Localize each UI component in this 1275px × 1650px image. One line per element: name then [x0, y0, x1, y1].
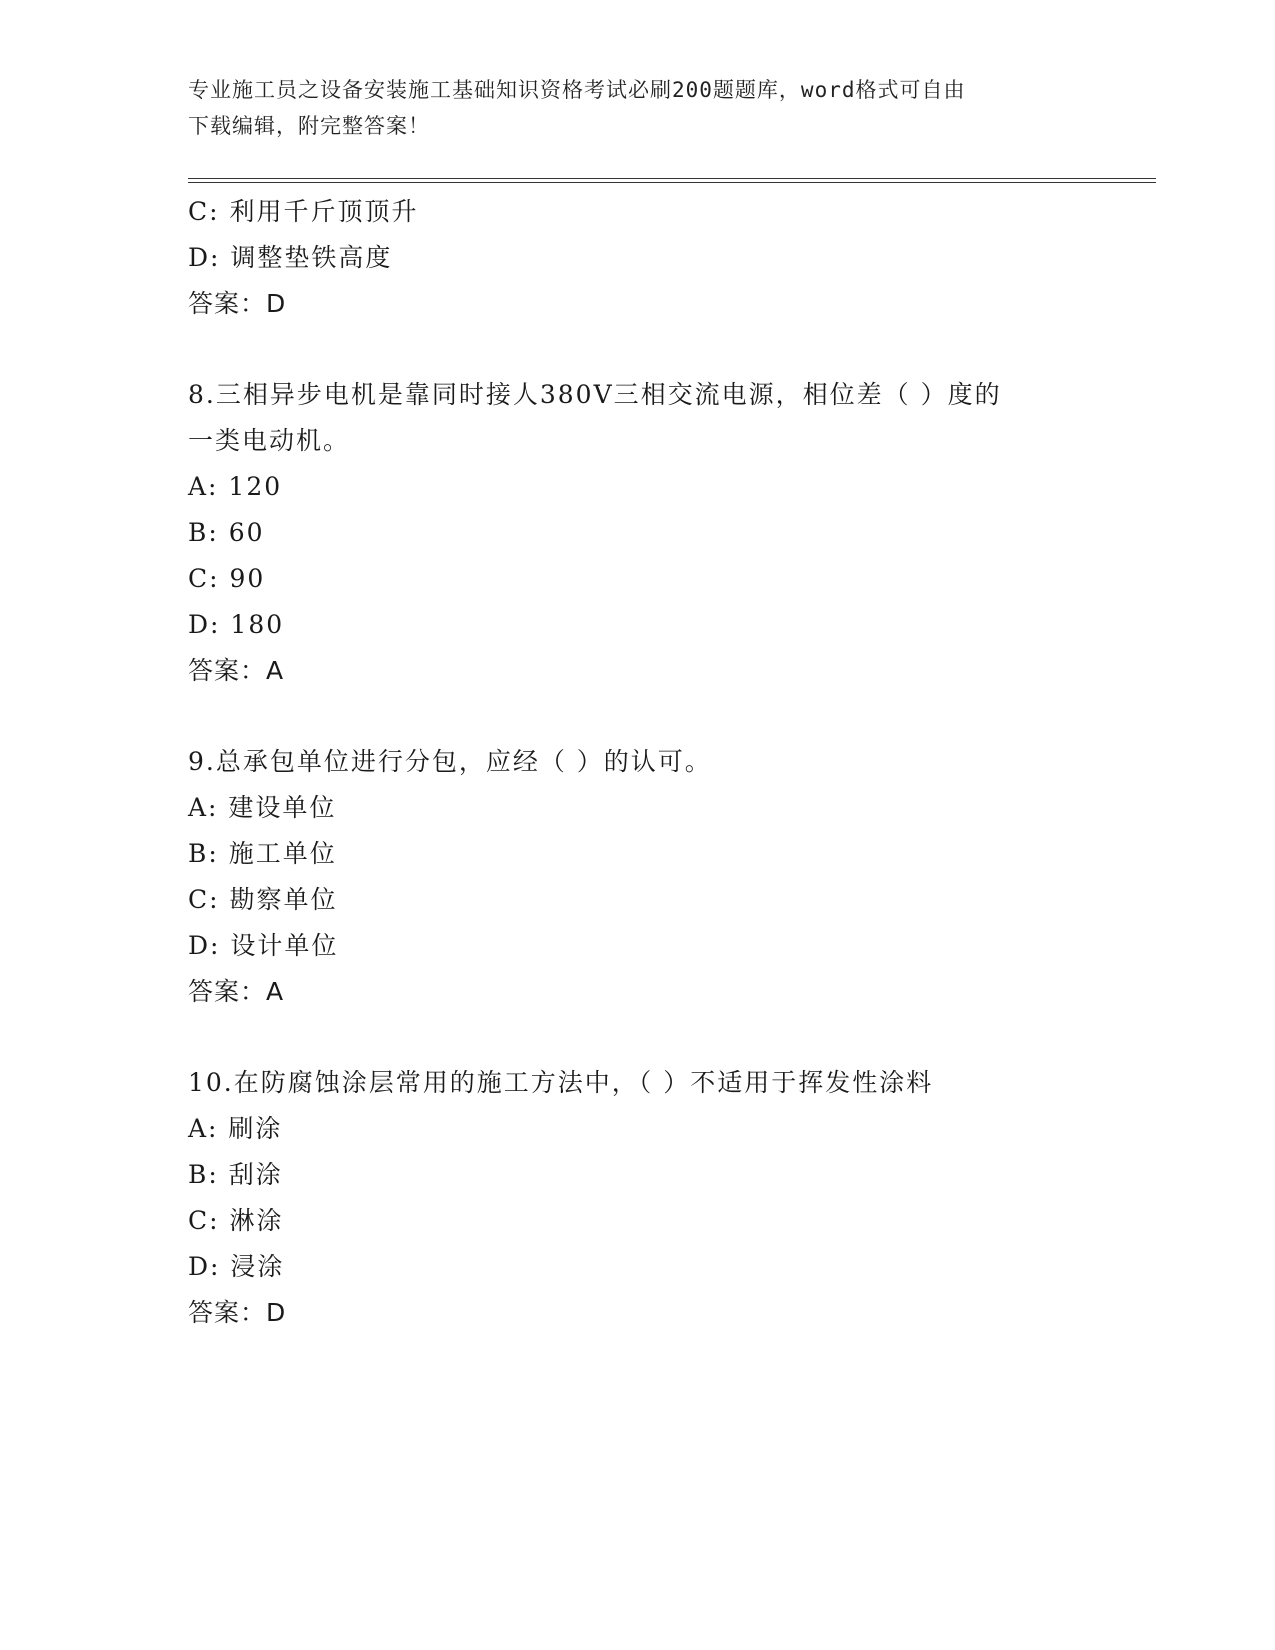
option-b: B: 施工单位 [188, 839, 337, 868]
question-7-continued [188, 189, 1128, 327]
option-d: D: 浸涂 [188, 1252, 285, 1281]
option-c: C: 90 [188, 564, 266, 593]
option-b: B: 刮涂 [188, 1160, 283, 1189]
answer-line: 答案：A [188, 977, 285, 1006]
option-a: A: 建设单位 [188, 793, 337, 822]
question-8 [188, 372, 1128, 694]
question-9 [188, 739, 1128, 1015]
question-spacer [188, 694, 1128, 739]
question-stem: 10.在防腐蚀涂层常用的施工方法中，（ ）不适用于挥发性涂料 [188, 1068, 934, 1097]
header-title-line1: 专业施工员之设备安装施工基础知识资格考试必刷200题题库，word格式可自由 [188, 78, 966, 102]
option-a: A: 刷涂 [188, 1114, 283, 1143]
header-double-rule [188, 178, 1156, 183]
question-spacer [188, 1015, 1128, 1060]
question-stem: 8.三相异步电机是靠同时接人380V三相交流电源，相位差（ ）度的 [188, 380, 1002, 409]
question-spacer [188, 327, 1128, 372]
option-d: D: 调整垫铁高度 [188, 243, 393, 272]
answer-line: 答案：D [188, 289, 287, 318]
option-b: B: 60 [188, 518, 265, 547]
answer-line: 答案：D [188, 1298, 287, 1327]
document-header [188, 72, 1088, 144]
answer-line: 答案：A [188, 656, 285, 685]
question-content [188, 189, 1128, 1336]
option-c: C: 淋涂 [188, 1206, 284, 1235]
question-10 [188, 1060, 1128, 1336]
question-stem: 9.总承包单位进行分包，应经（ ）的认可。 [188, 747, 712, 776]
header-title-line2: 下载编辑，附完整答案！ [188, 114, 430, 138]
question-stem-continued: 一类电动机。 [188, 426, 351, 455]
option-c: C: 勘察单位 [188, 885, 338, 914]
option-c: C: 利用千斤顶顶升 [188, 197, 419, 226]
option-d: D: 180 [188, 610, 285, 639]
option-d: D: 设计单位 [188, 931, 339, 960]
option-a: A: 120 [188, 472, 283, 501]
